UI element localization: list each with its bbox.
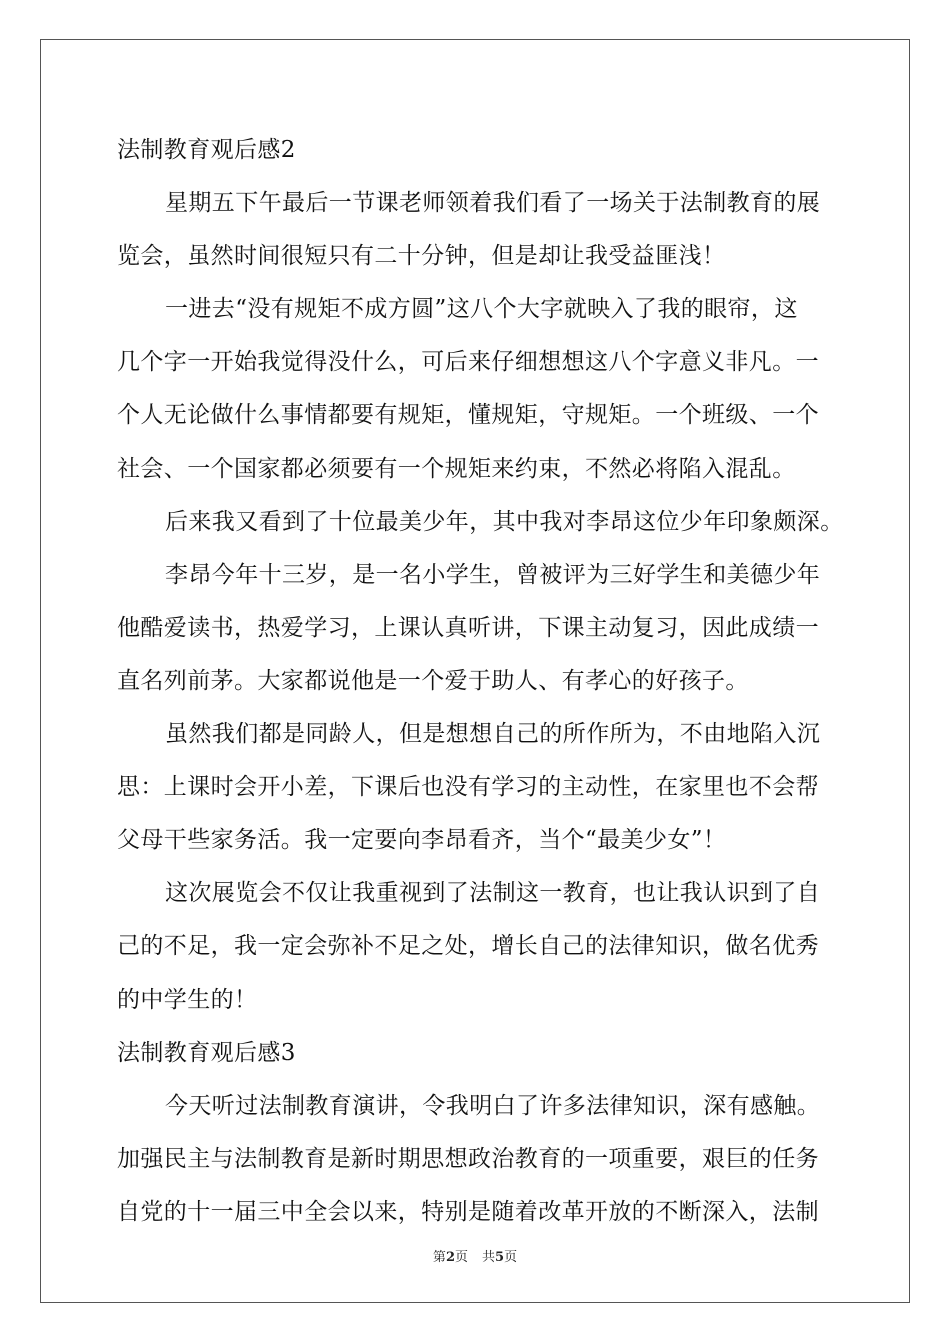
footer-page-suffix: 页 — [454, 1250, 468, 1265]
text-line: 李昂今年十三岁，是一名小学生，曾被评为三好学生和美德少年 — [165, 561, 821, 588]
section-heading: 法制教育观后感2 — [117, 137, 296, 163]
text-line: 个人无论做什么事情都要有规矩，懂规矩，守规矩。一个班级、一个 — [117, 402, 819, 429]
text-line: 览会，虽然时间很短只有二十分钟，但是却让我受益匪浅！ — [117, 243, 726, 270]
footer-total-suffix: 页 — [504, 1250, 518, 1265]
section-heading: 法制教育观后感3 — [117, 1039, 296, 1066]
footer-page-number: 2 — [445, 1250, 455, 1265]
text-line: 思：上课时会开小差，下课后也没有学习的主动性，在家里也不会帮 — [117, 774, 819, 801]
footer-total-pages: 5 — [495, 1250, 505, 1265]
text-line: 自党的十一届三中全会以来，特别是随着改革开放的不断深入，法制 — [117, 1198, 819, 1225]
page-footer — [0, 1246, 950, 1265]
text-line: 今天听过法制教育演讲，令我明白了许多法律知识，深有感触。 — [165, 1092, 821, 1119]
text-line: 后来我又看到了十位最美少年，其中我对李昂这位少年印象颇深。 — [165, 508, 844, 535]
text-line: 加强民主与法制教育是新时期思想政治教育的一项重要，艰巨的任务 — [117, 1145, 819, 1172]
text-line: 星期五下午最后一节课老师领着我们看了一场关于法制教育的展 — [165, 190, 821, 217]
text-line: 直名列前茅。大家都说他是一个爱于助人、有孝心的好孩子。 — [117, 667, 749, 694]
footer-page-prefix: 第 — [432, 1250, 446, 1265]
text-line: 父母干些家务活。我一定要向李昂看齐，当个“最美少女”！ — [117, 827, 727, 854]
text-line: 的中学生的！ — [117, 986, 258, 1013]
document-body — [117, 124, 844, 1239]
text-line: 这次展览会不仅让我重视到了法制这一教育，也让我认识到了自 — [165, 880, 821, 907]
text-line: 己的不足，我一定会弥补不足之处，增长自己的法律知识，做名优秀 — [117, 933, 819, 960]
text-line: 社会、一个国家都必须要有一个规矩来约束，不然必将陷入混乱。 — [117, 455, 796, 482]
text-line: 虽然我们都是同龄人，但是想想自己的所作所为，不由地陷入沉 — [165, 721, 821, 748]
text-line: 他酷爱读书，热爱学习，上课认真听讲，下课主动复习，因此成绩一 — [117, 614, 819, 641]
footer-total-prefix: 共 — [482, 1250, 496, 1265]
text-line: 一进去“没有规矩不成方圆”这八个大字就映入了我的眼帘，这 — [165, 296, 798, 323]
text-line: 几个字一开始我觉得没什么，可后来仔细想想这八个字意义非凡。一 — [117, 349, 819, 376]
